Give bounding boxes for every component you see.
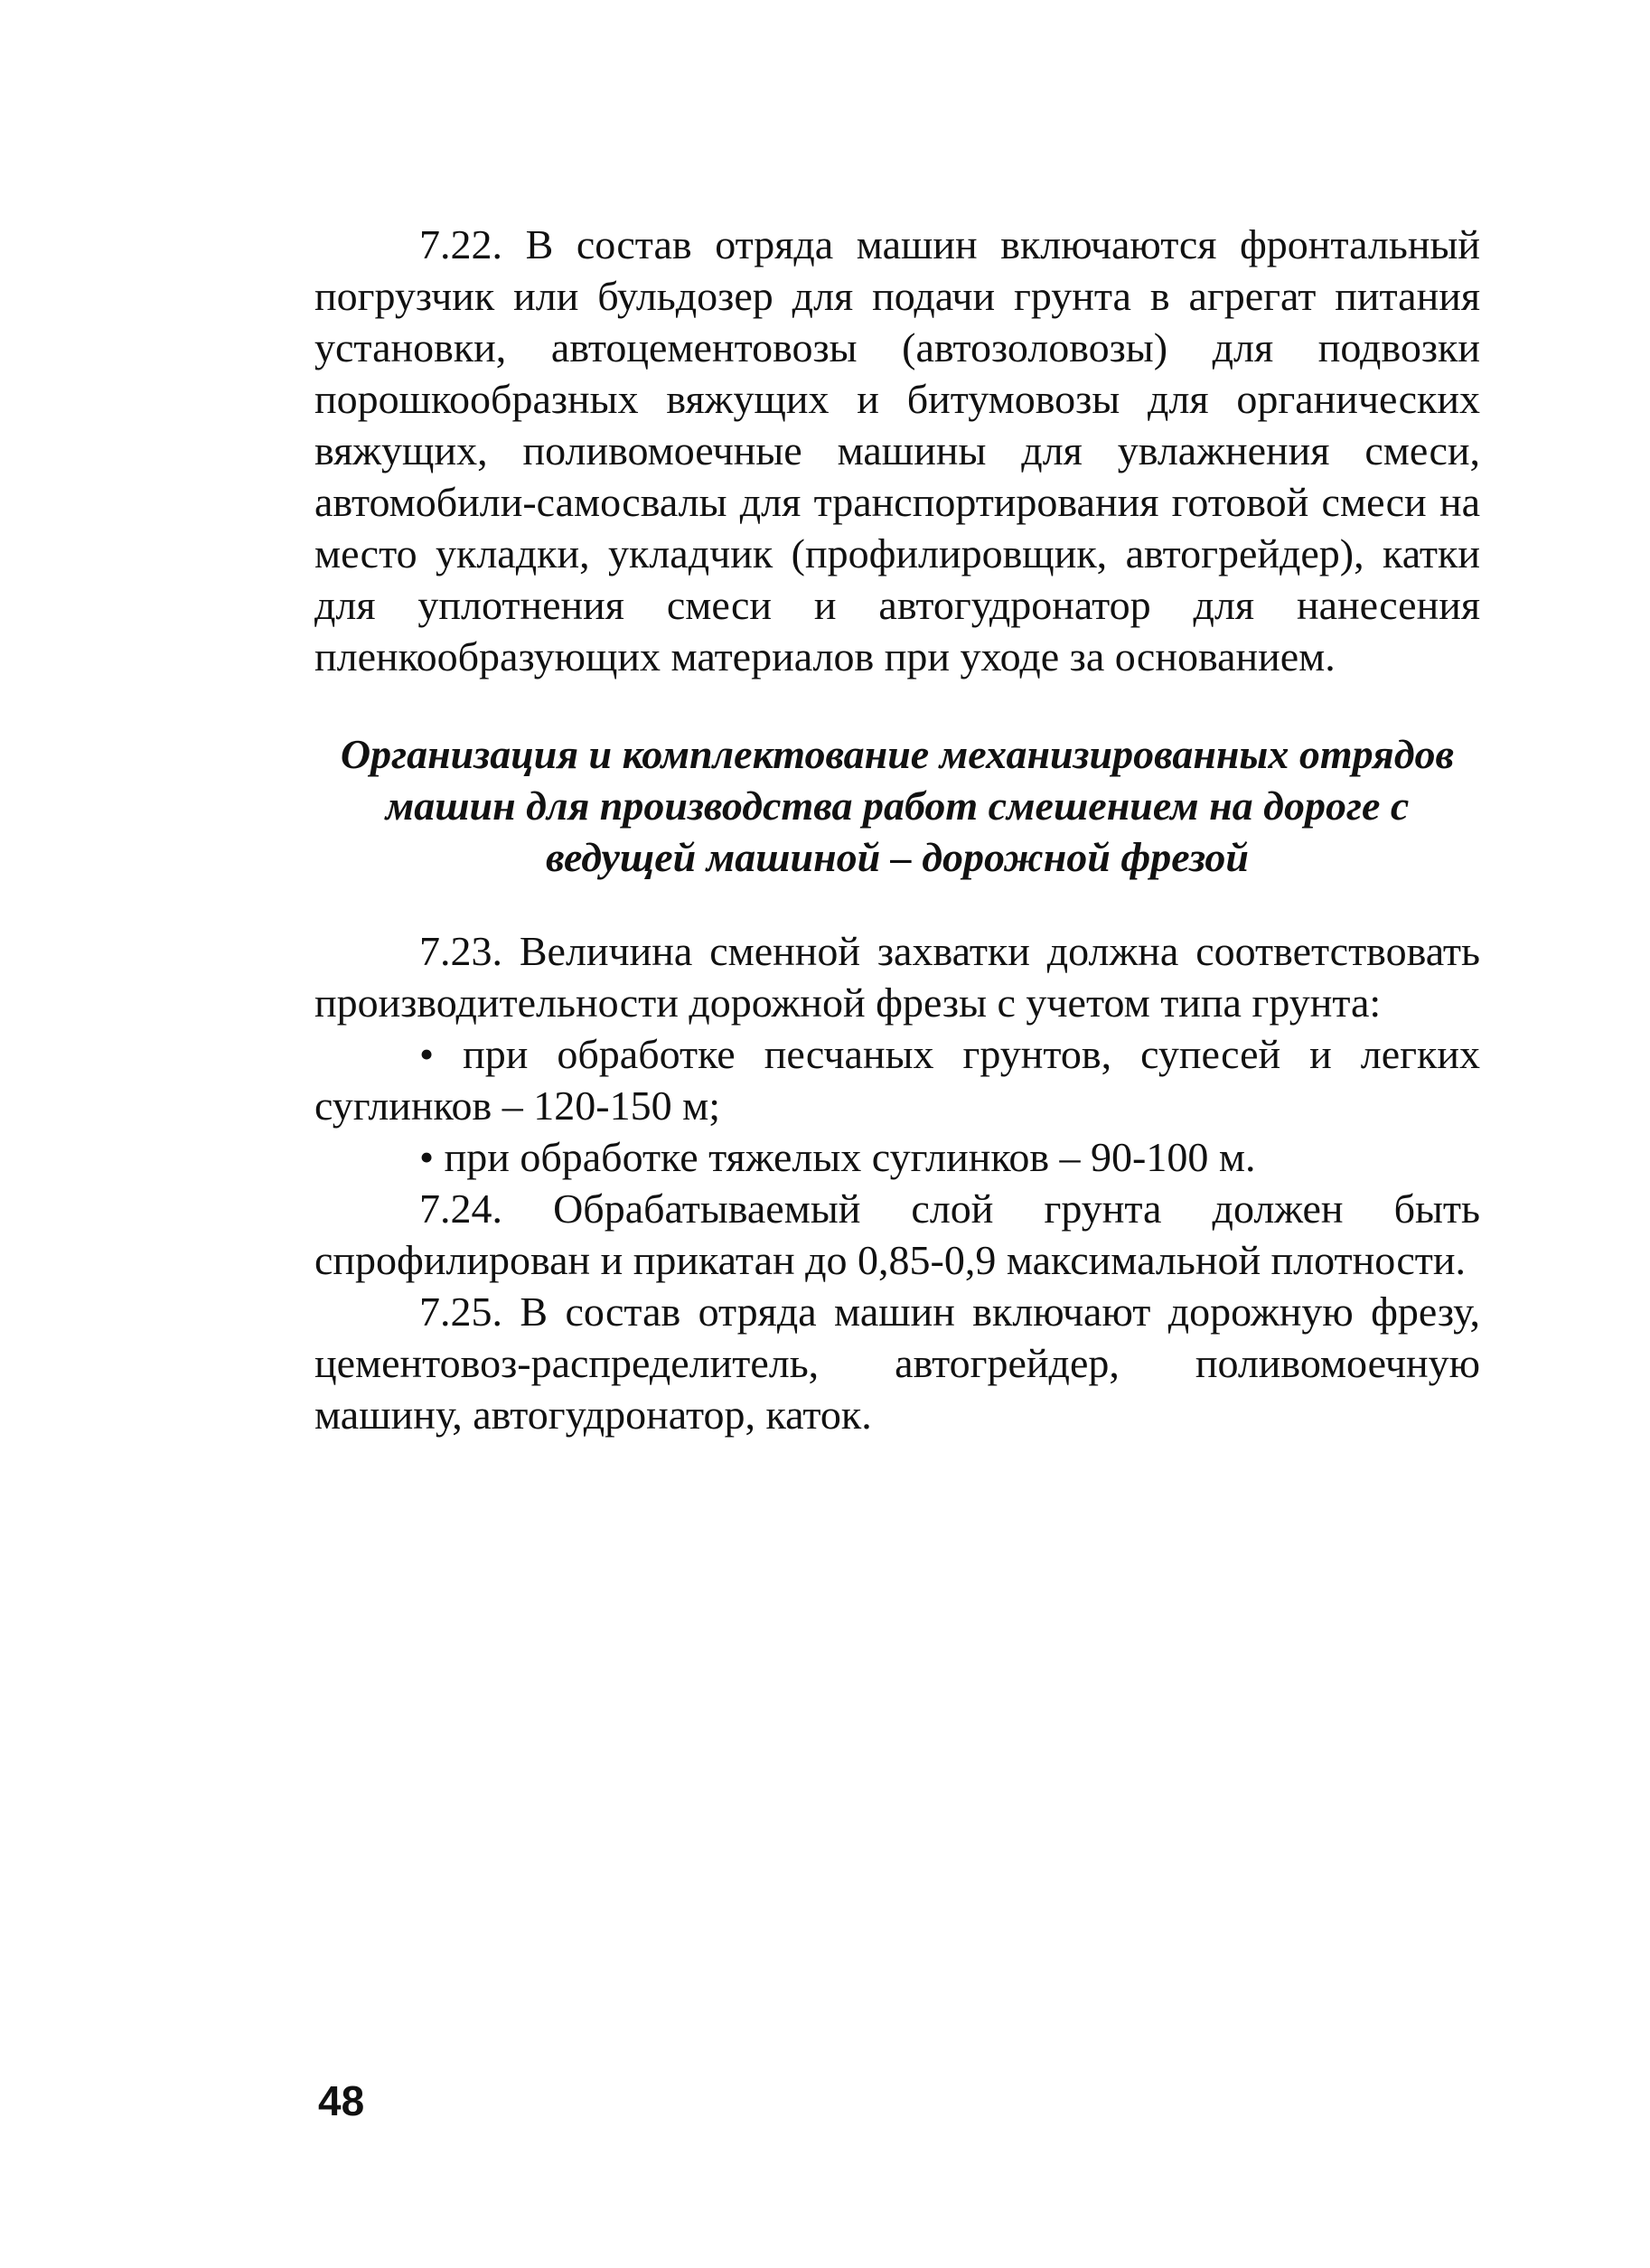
- bullet-heavy-loams: • при обработке тяжелых суглинков – 90-100 м.: [419, 1134, 1256, 1180]
- bullet-sandy-soils: • при обработке песчаных грунтов, супесей и легких суглинков – 120-150 м;: [314, 1031, 1480, 1129]
- page-number: 48: [318, 2077, 365, 2124]
- section-7-22: [314, 219, 1480, 682]
- paragraph-7-23: 7.23. Величина сменной захватки должна соответствовать производительности дорожной фрезы с учетом типа грунта:: [314, 928, 1480, 1026]
- heading-line-2: машин для производства работ смешением на дороге с: [385, 783, 1410, 829]
- paragraph-7-24: 7.24. Обрабатываемый слой грунта должен быть спрофилирован и прикатан до 0,85-0,9 максимальной плотности.: [314, 1186, 1480, 1283]
- section-7-23-to-7-25: [314, 925, 1480, 1440]
- heading-line-1: Организация и комплектование механизированных отрядов: [340, 731, 1455, 777]
- paragraph-7-22: 7.22. В состав отряда машин включаются фронтальный погрузчик или бульдозер для подачи грунта в агрегат питания установки, автоцементовозы (автозоловозы) для подвозки порошкообразных вяжущих и битумовозы для органических вяжущих, поливомоечные машины для увлажнения смеси, автомобили-самосвалы для транспортирования готовой смеси на место укладки, укладчик (профилировщик, автогрейдер), катки для уплотнения смеси и автогудронатор для нанесения пленкообразующих материалов при уходе за основанием.: [314, 221, 1480, 679]
- paragraph-7-25: 7.25. В состав отряда машин включают дорожную фрезу, цементовоз-распределитель, автогрейдер, поливомоечную машину, автогудронатор, каток.: [314, 1289, 1480, 1438]
- heading-line-3: ведущей машиной – дорожной фрезой: [545, 834, 1249, 880]
- section-heading: [314, 728, 1480, 883]
